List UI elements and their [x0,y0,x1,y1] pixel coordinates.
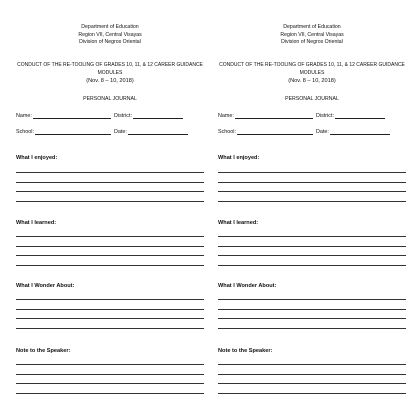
writing-line[interactable] [218,383,406,384]
district-field[interactable] [114,112,183,119]
date-label: Date: [114,129,127,135]
enjoyed-heading: What I enjoyed: [218,155,260,161]
writing-line[interactable] [16,364,204,365]
school-label: School: [16,129,34,135]
header-division: Division of Negros Oriental [281,39,343,46]
writing-line[interactable] [218,265,406,266]
writing-line[interactable] [218,236,406,237]
date-blank[interactable] [330,128,390,135]
school-blank[interactable] [35,128,111,135]
name-district-row [218,112,408,122]
district-field[interactable] [316,112,385,119]
wonder-lines[interactable] [218,299,406,337]
school-label: School: [218,129,236,135]
wonder-heading: What I Wonder About: [218,283,277,289]
writing-line[interactable] [16,191,204,192]
writing-line[interactable] [218,309,406,310]
name-field[interactable] [16,112,111,119]
document-title: CONDUCT OF THE RE-TOOLING OF GRADES 10, 11, & 12 CAREER GUIDANCE MODULES [219,62,405,76]
writing-line[interactable] [218,374,406,375]
header-region: Region VII, Central Visayas [78,31,142,38]
school-field[interactable] [218,128,313,135]
writing-line[interactable] [16,374,204,375]
header-block [212,24,412,47]
writing-line[interactable] [218,246,406,247]
writing-line[interactable] [218,255,406,256]
district-blank[interactable] [335,112,385,119]
writing-line[interactable] [16,236,204,237]
writing-line[interactable] [218,201,406,202]
date-blank[interactable] [128,128,188,135]
writing-line[interactable] [16,328,204,329]
school-field[interactable] [16,128,111,135]
date-label: Date: [316,129,329,135]
document-dates: (Nov. 8 – 10, 2018) [86,77,134,84]
name-blank[interactable] [33,112,111,119]
journal-heading: PERSONAL JOURNAL [285,96,339,102]
learned-heading: What I learned: [218,220,259,226]
name-blank[interactable] [235,112,313,119]
name-label: Name: [16,113,32,119]
note-lines[interactable] [16,364,204,402]
title-block [212,62,412,85]
writing-line[interactable] [218,364,406,365]
wonder-lines[interactable] [16,299,204,337]
header-department: Department of Education [81,24,139,30]
district-label: District: [114,113,132,119]
writing-line[interactable] [16,299,204,300]
name-district-row [16,112,206,122]
writing-line[interactable] [16,246,204,247]
note-heading: Note to the Speaker: [16,348,71,354]
journal-form-right [212,0,412,419]
name-label: Name: [218,113,234,119]
learned-lines[interactable] [16,236,204,274]
header-region: Region VII, Central Visayas [280,31,344,38]
writing-line[interactable] [16,309,204,310]
document-title: CONDUCT OF THE RE-TOOLING OF GRADES 10, 11, & 12 CAREER GUIDANCE MODULES [17,62,203,76]
journal-heading: PERSONAL JOURNAL [83,96,137,102]
writing-line[interactable] [218,318,406,319]
enjoyed-lines[interactable] [218,172,406,210]
name-field[interactable] [218,112,313,119]
writing-line[interactable] [16,201,204,202]
school-date-row [218,128,408,138]
writing-line[interactable] [218,299,406,300]
writing-line[interactable] [218,172,406,173]
journal-form-left [10,0,210,419]
wonder-heading: What I Wonder About: [16,283,75,289]
document-dates: (Nov. 8 – 10, 2018) [288,77,336,84]
date-field[interactable] [316,128,390,135]
writing-line[interactable] [16,393,204,394]
learned-heading: What I learned: [16,220,57,226]
writing-line[interactable] [218,191,406,192]
writing-line[interactable] [218,393,406,394]
district-blank[interactable] [133,112,183,119]
school-date-row [16,128,206,138]
writing-line[interactable] [16,255,204,256]
writing-line[interactable] [16,172,204,173]
writing-line[interactable] [16,383,204,384]
header-block [10,24,210,47]
learned-lines[interactable] [218,236,406,274]
writing-line[interactable] [16,182,204,183]
date-field[interactable] [114,128,188,135]
enjoyed-lines[interactable] [16,172,204,210]
title-block [10,62,210,85]
writing-line[interactable] [16,318,204,319]
note-lines[interactable] [218,364,406,402]
writing-line[interactable] [218,328,406,329]
district-label: District: [316,113,334,119]
header-division: Division of Negros Oriental [79,39,141,46]
header-department: Department of Education [283,24,341,30]
enjoyed-heading: What I enjoyed: [16,155,58,161]
note-heading: Note to the Speaker: [218,348,273,354]
school-blank[interactable] [237,128,313,135]
writing-line[interactable] [218,182,406,183]
writing-line[interactable] [16,265,204,266]
